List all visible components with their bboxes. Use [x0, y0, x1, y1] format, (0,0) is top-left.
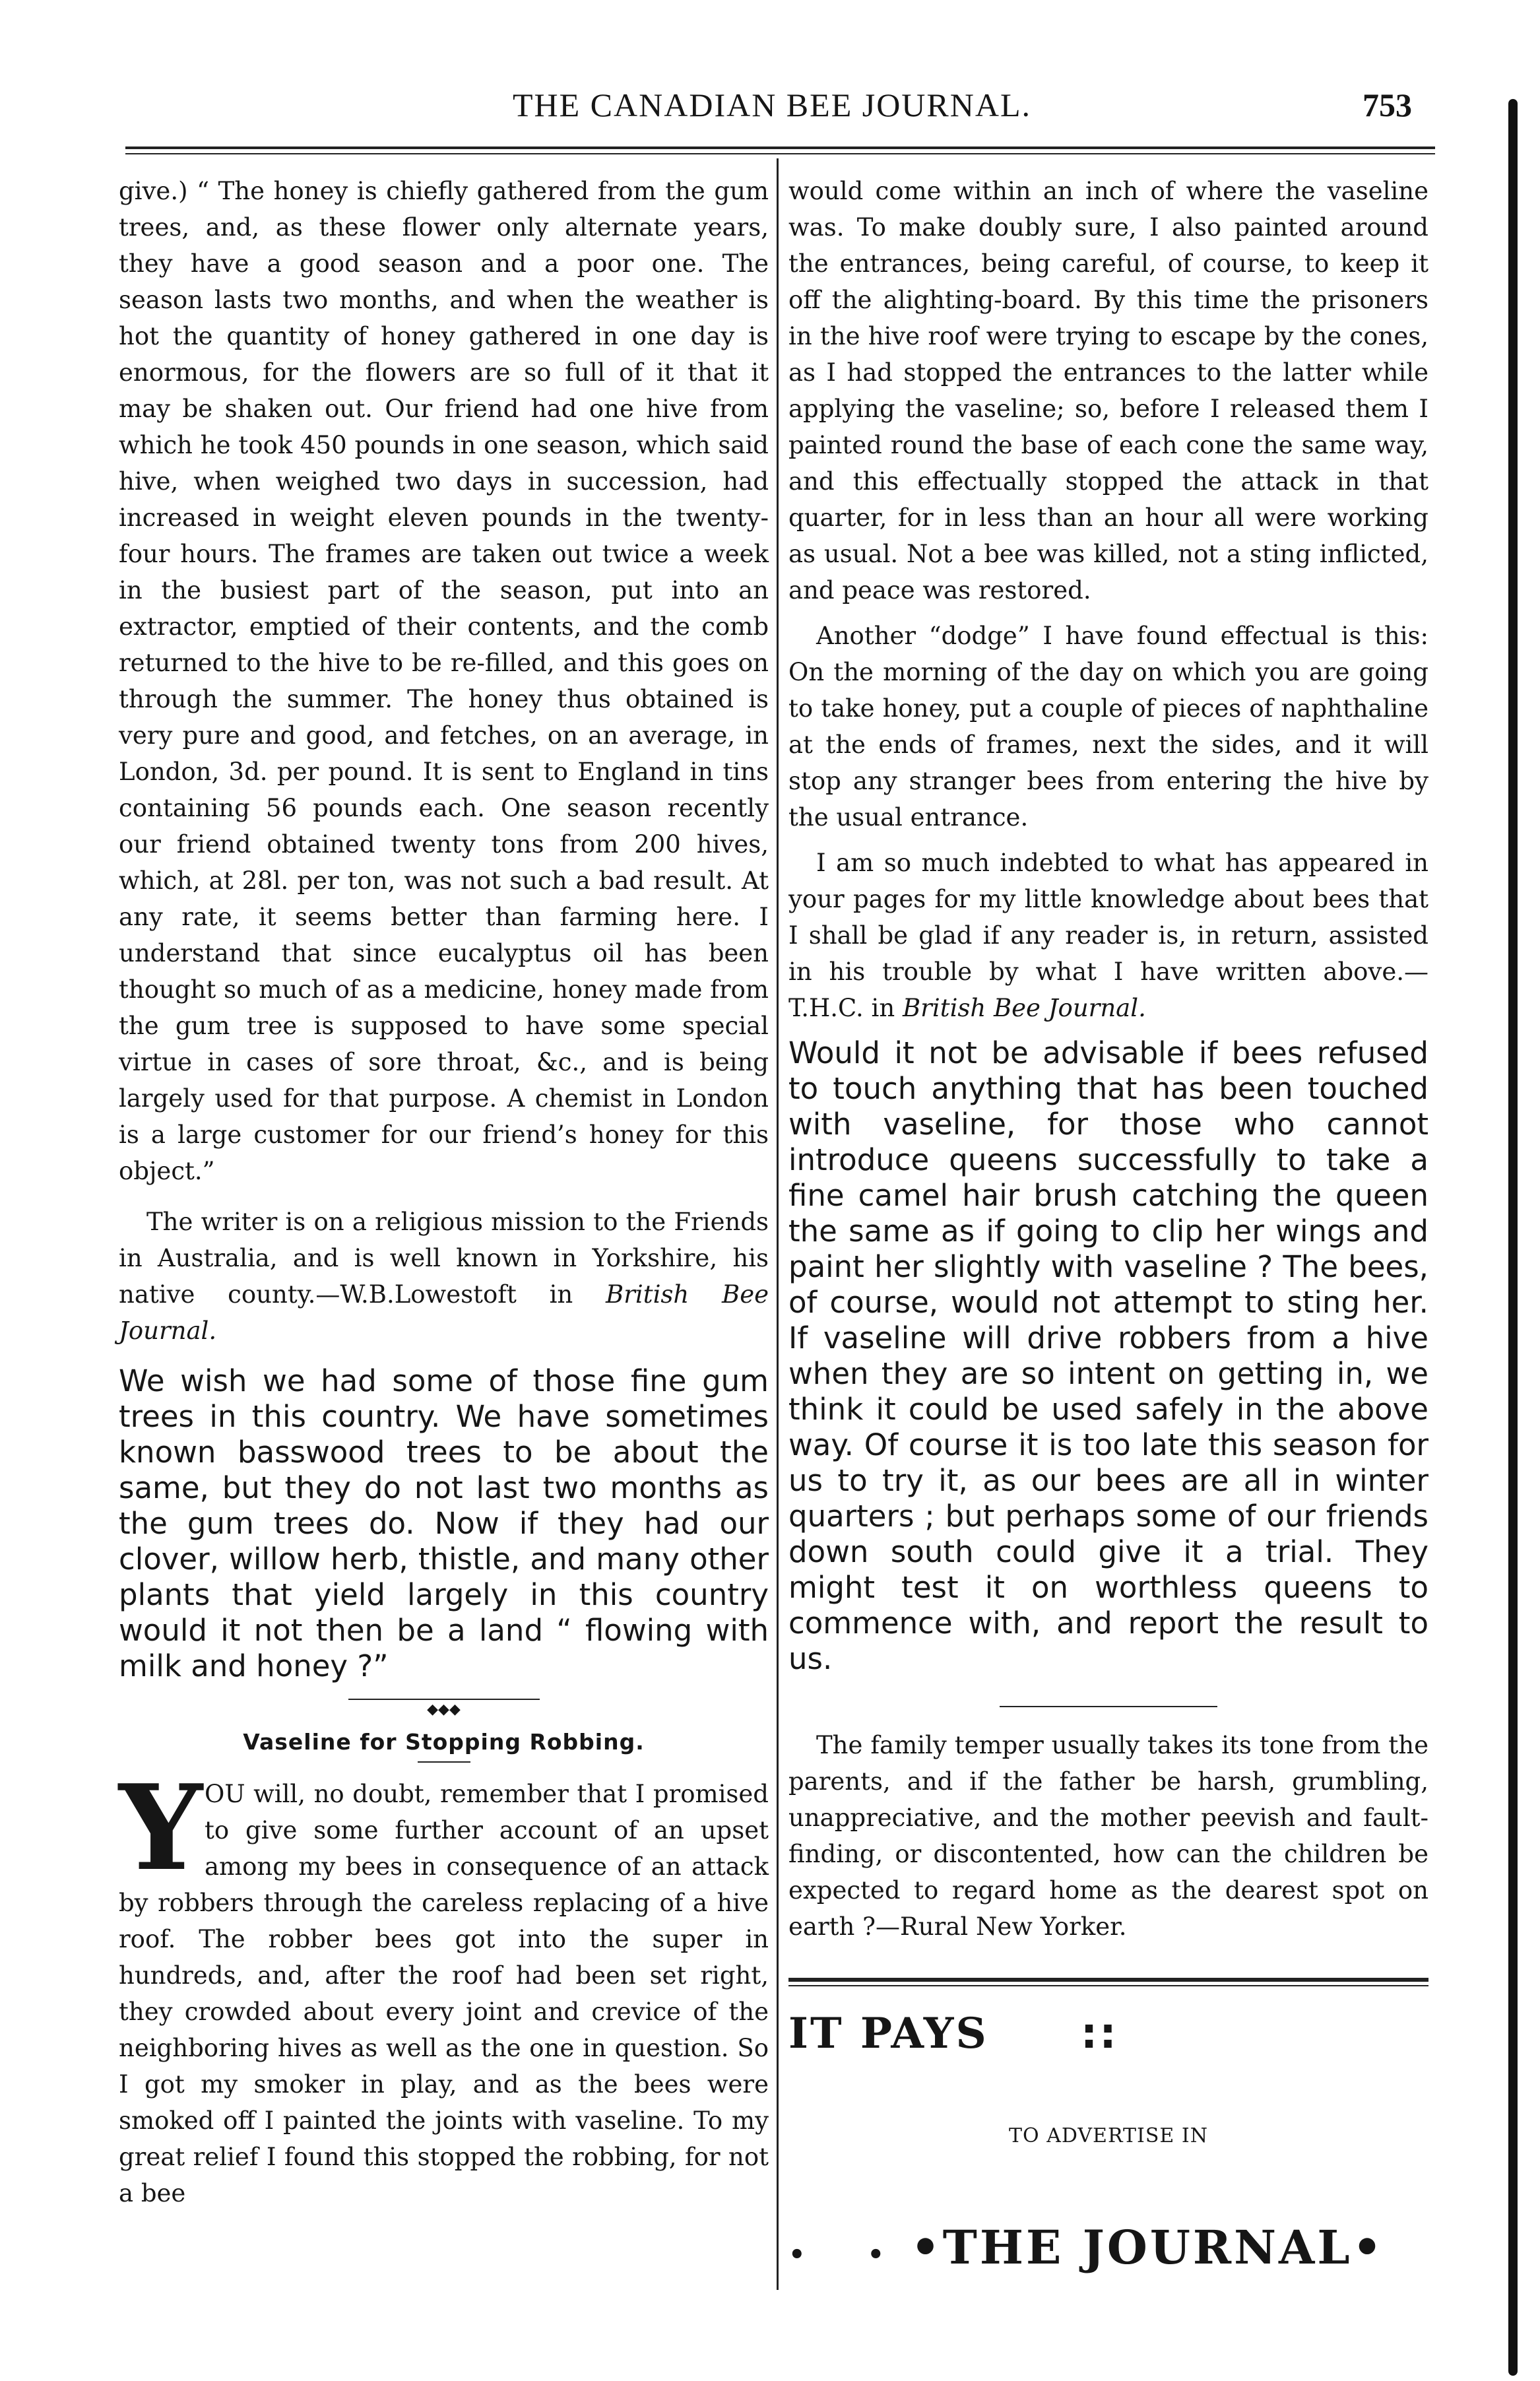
gum-tree-quote: give.) “ The honey is chiefly gathered from the gum trees, and, as these flower only alternate years, they have a good season and a poor one. The season lasts two months, and when the weather is hot the quantity of honey gathered in one day is enormous, for the flowers are so full of it that it may be shaken out. Our friend had one hive from which he took 450 pounds in one season, which said hive, when weighed two days in succession, had increased in weight eleven pounds in the twenty-four hours. The frames are taken out twice a week in the busiest part of the season, put into an extractor, emptied of their contents, and the comb returned to the hive to be re-filled, and this goes on through the summer. The honey thus obtained is very pure and good, and fetches, on an average, in London, 3d. per pound. It is sent to England in tins containing 56 pounds each. One season recently our friend obtained twenty tons from 200 hives, which, at 28l. per ton, was not such a bad result. At any rate, it seems better than farming here. I understand that since eucalyptus oil has been thought so much of as a medicine, honey made from the gum tree is supposed to have some special virtue in cases of sore throat, &c., and is being largely used for that purpose. A chemist in London is a large customer for our friend’s honey for this object.”	[119, 177, 769, 1185]
editorial-vaseline: Would it not be advisable if bees refused to touch anything that has been touched with vaseline, for those who cannot introduce queens successfully to take a fine camel hair brush catching the queen the same as if going to clip her wings and paint her slightly with vaseline ? The bees, of course, would not attempt to sting her. If vaseline will drive robbers from a hive when they are so intent on getting in, we think it could be used safely in the above way. Of course it is too late this season for us to try it, as our bees are all in winter quarters ; but perhaps some of our friends down south could give it a trial. They might test it on worthless queens to commence with, and report the result to us.	[788, 1035, 1428, 1676]
page-number: 753	[1363, 86, 1412, 123]
ad-journal-name: • ••THE JOURNAL•	[788, 2220, 1385, 2275]
source-citation: British Bee Journal.	[119, 1280, 769, 1345]
family-temper-paragraph: The family temper usually takes its tone from the parents, and if the father be harsh, grumbling, unappreciative, and the mother peevish and fault-finding, or discontented, how can the children be expected to regard home as the dearest spot on earth ?—Rural New Yorker.	[788, 1731, 1428, 1941]
section-title: Vaseline for Stopping Robbing.	[243, 1729, 645, 1755]
header-rule-thin	[125, 153, 1435, 154]
journal-title: THE CANADIAN BEE JOURNAL.	[512, 86, 1032, 123]
vaseline-article	[119, 1759, 769, 2211]
page-header	[125, 86, 1419, 139]
editorial-gum-trees: We wish we had some of those fine gum trees in this country. We have sometimes known basswood trees to be about the same, but they do not last two months as the gum trees do. Now if they had our clover, willow herb, thistle, and many other plants that yield largely in this country would it not then be a land “ flowing with milk and honey ?”	[119, 1363, 769, 1683]
vaseline-paragraph-2: would come within an inch of where the vaseline was. To make doubly sure, I also painted around the entrances, being careful, of course, to keep it off the alighting-board. By this time the prisoners in the hive roof were trying to escape by the cones, as I had stopped the entrances to the latter while applying the vaseline; so, before I released them I painted round the base of each cone the same way, and this effectually stopped the attack in that quarter, for in less than an hour all were working as usual. Not a bee was killed, not a sting inflicted, and peace was restored.	[788, 177, 1428, 604]
ad-headline: IT PAYS ::	[788, 2009, 1118, 2058]
closing-paragraph: I am so much indebted to what has appeared in your pages for my little knowledge about bees that I shall be glad if any reader is, in return, assisted in his trouble by what I have written above.—T.H.C. in British Bee Journal.	[788, 849, 1428, 1022]
writer-note: The writer is on a religious mission to the Friends in Australia, and is well known in Yorkshire, his native county.—W.B.Lowestoft in British Bee Journal.	[119, 1208, 769, 1345]
vaseline-paragraph-1: OU will, no doubt, remember that I promised to give some further account of an upset among my bees in consequence of an attack by robbers through the careless replacing of a hive roof. The robber bees got into the super in hundreds, and, after the roof had been set right, they crowded about every joint and crevice of the neighboring hives as well as the one in question. So I got my smoker in play, and as the bees were smoked off I painted the joints with vaseline. To my great relief I found this stopped the robbing, for not a bee	[119, 1780, 769, 2207]
left-column	[119, 173, 769, 2211]
ornament-divider: ◆◆◆	[427, 1701, 461, 1718]
drop-cap: Y	[119, 1759, 203, 1897]
title-underline	[418, 1761, 470, 1763]
closing-citation: British Bee Journal.	[902, 994, 1146, 1022]
column-divider	[777, 158, 779, 2290]
right-column	[788, 173, 1428, 2275]
naphthaline-paragraph: Another “dodge” I have found effectual is this: On the morning of the day on which you are going to take honey, put a couple of pieces of naphthaline at the ends of frames, next the sides, and it will stop any stranger bees from entering the hive by the usual entrance.	[788, 622, 1428, 832]
ad-rule-thin	[788, 1985, 1428, 1986]
ad-subline: TO ADVERTISE IN	[1009, 2124, 1208, 2147]
page-edge-shadow	[1508, 99, 1518, 2376]
header-rule	[125, 147, 1435, 149]
ad-rule-thick	[788, 1978, 1428, 1982]
